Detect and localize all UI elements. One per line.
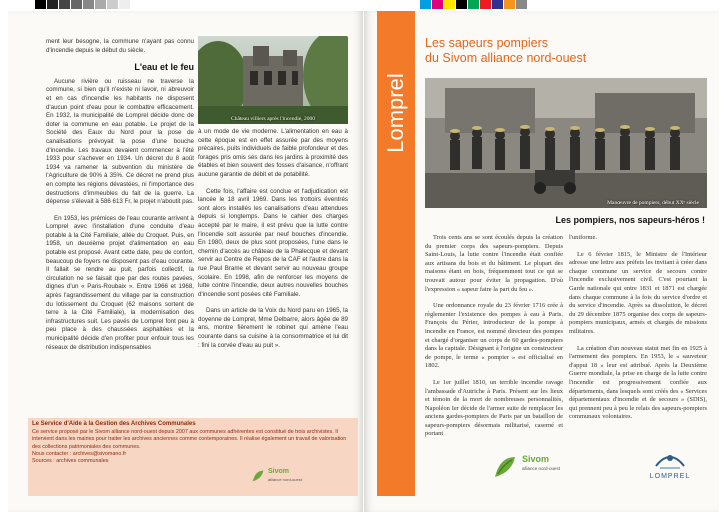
paragraph: à un mode de vie moderne. L'alimentation en eau à cette époque est en effet assurée par des moyens précaires, puits individuels de faible profondeur et des forages pris omis sés dans les jardins à proximité des étables et bien souvent des fosses d'aisance, n'offrant aucune garantie de débit et de potabilité. [198, 128, 348, 178]
sivom-logo-left [250, 466, 300, 490]
paragraph: La création d'un nouveau statut met fin en 1925 à l'armement des pompiers. En 1953, le « sauveteur d'appui 18 » leur est attribué. Après la Deuxième Guerre mondiale, la prise en charge de la lutte contre l'incendie est progressivement confiée aux départements, dans lesquels sont créés des « Services départementaux d'incendie et de secours » (SDIS), qui prennent peu à peu le relais des sapeurs-pompiers communaux volontaires. [569, 344, 707, 421]
left-column-1 [46, 38, 194, 360]
photo-caption: Château villiers après l'incendie, 2000 [231, 116, 315, 122]
print-registration-bar [35, 0, 131, 9]
paragraph: Dans un article de la Voix du Nord paru en 1965, la doyenne de Lomprel, Mme Delbarre, alors âgée de 89 ans, montre fièrement le robinet qui amène l'eau courante dans sa cuisine à la consommatrice et lui dit : fini la corvée d'eau au puit ». [198, 307, 348, 349]
main-title-line1: Les sapeurs pompiers [425, 36, 548, 50]
intro-text: ment leur besogne, la commune n'ayant pas connu d'incendie depuis le début du siècle. [46, 38, 194, 54]
info-box-sources: Sources : archives communales [32, 458, 109, 465]
paragraph: Trois cents ans se sont écoulés depuis la création du premier corps des sapeurs-pompiers. Depuis Saint-Louis, la lutte contre l'incendie était confiée aux artisans du bois et du bâtiment. Le plupart des maisons étant en bois, fréquemment tout ce qui se trouvait autour pour éviter la propagation. D'où l'expression « sapeur faire la part du feu ». [425, 234, 563, 293]
chateau-photo [198, 36, 348, 124]
firefighters-photo [425, 78, 707, 208]
sivom-logo-sub: alliance nord-ouest [522, 466, 561, 471]
paragraph: Le 1er juillet 1810, un terrible incendie ravage l'ambassade d'Autriche à Paris. Présent sur les lieux et témoin de la mort de nombreuses personnalités, Napoléon Ier décide de l'armer suite de remplacer les anciens gardes-pompiers de Paris par un bataillon de sapeurs-pompiers désormais militarisé, caserné et portant [425, 378, 563, 438]
info-box-title: Le Service d'Aide à la Gestion des Archives Communales [32, 421, 196, 427]
main-title-line2: du Sivom alliance nord-ouest [425, 51, 587, 65]
lomprel-logo [640, 446, 700, 486]
sivom-logo [490, 448, 560, 488]
info-box-text: Ce service proposé par le Sivom alliance nord-ouest depuis 2007 aux communes adhérentes est constitué de trois archivistes. Il intervient dans les mairies pour traiter les archives anciennes comme contemporaines. Il réalise également un travail de valorisation des collections patrimoniales des communes. [32, 429, 347, 450]
lomprel-crest-icon [650, 446, 690, 472]
main-title [425, 36, 705, 66]
print-color-bar [420, 0, 528, 9]
vertical-commune-title [377, 20, 415, 205]
firefighters-heading: Les pompiers, nos sapeurs-héros ! [555, 215, 705, 225]
sivom-logo-sub: alliance nord-ouest [268, 477, 302, 482]
info-box-contact: Nous contacter : archives@sivomano.fr [32, 450, 127, 457]
sivom-logo-name: Sivom [522, 454, 550, 464]
right-column-2 [569, 234, 707, 430]
sivom-logo-name: Sivom [268, 468, 290, 475]
sivom-leaf-icon [490, 452, 520, 482]
commune-name: Lomprel [383, 72, 408, 153]
paragraph: Aucune rivière ou ruisseau ne traverse la commune, si bien qu'il n'existe ni lavoir, ni abreuvoir et en cas d'incendie les habitants ne disposent d'aucun point d'eau pour le combattre efficacement. En 1932, la municipalité de Lomprel décide donc de doter la commune en eau potable. Le projet de la Société des Eaux du Nord pour la pose de canalisations prévoyait la pose d'une bouche d'incendie. Les travaux devaient commencer à l'été 1933 pour s'achever en 1934. Un décret du 8 août 1934 va ramener la subvention du ministère de l'Agriculture de 90% à 35%. Ce décret ne prend plus en compte les régions dévastées, ni l'importance des destructions d'immeubles du fait de la guerre. La dépense s'élevait à 586 613 Fr, le projet n'aboutit pas. [46, 77, 194, 206]
firefighters-image [425, 78, 707, 208]
paragraph: l'uniforme. [569, 234, 597, 241]
paragraph: Cette fois, l'affaire est conclue et l'adjudication est lancée le 18 avril 1969. Dans les trottoirs éventrés sont alors installés les canalisations d'eau attendues depuis si longtemps. Dans le cahier des charges accepté par le maire, il est prévu que la lutte contre l'incendie soit assurée par neuf bouches d'incendie. En 1980, deux de plus sont proposées, l'une dans le chemin d'accès au château de la Phalecque et devant servir au Centre de Repos de la CAF et l'autre dans la rue Paul Brame et devant servir au nouveau groupe scolaire. En 1998, afin de renforcer les moyens de lutte contre l'incendie, deux autres nouvelles bouches d'incendie sont posées cité Familiale. [198, 187, 348, 298]
section-title: L'eau et le feu [134, 62, 194, 73]
right-column-1 [425, 234, 563, 447]
chateau-ruin-image [198, 36, 348, 124]
paragraph: En 1953, les prémices de l'eau courante arrivent à Lomprel avec l'installation d'une conduite d'eau potable à la Cité Familiale, allée du Croquet. Puis, en 1958, un deuxième projet d'alimentation en eau potable est proposé. Avant cette date, peu de confort, beaucoup de foyers ne disposent pas d'eau courante. Il fallait se rendre au puit, parfois collectif, la circulation ne se faisait que par des routes pavées, dignes d'un « Paris-Roubaix ». Entre 1966 et 1968, après l'agrandissement du village par la construction du lotissement du Croquet (62 maisons sortent de terre à la Cité Familiale), la modernisation des infrastructures suit. Les pavés de Lomprel font peu à peu place à des chaussées asphaltées et la municipalité décide d'en profiter pour enfouir tous les réseaux de distribution indispensables [46, 214, 194, 351]
sivom-leaf-icon [250, 468, 266, 484]
lomprel-logo-name: LOMPREL [649, 473, 691, 480]
archives-service-box [28, 418, 358, 496]
photo-caption: Manœuvre de pompiers, début XXᵉ siècle [607, 200, 699, 206]
left-column-2 [198, 128, 348, 358]
paragraph: Une ordonnance royale du 23 février 1716 crée à règlementer l'existence des pompes à eau à Paris. François du Périer, introducteur de la pompe à incendie en France, est nommé directeur des pompes et chargé d'organiser un corps de 60 gardes-pompiers dans la capitale. Désignant à l'origine un constructeur de pompe, le terme « pompier » est officialisé en 1802. [425, 302, 563, 370]
paragraph: Le 6 février 1815, le Ministre de l'Intérieur adresse une lettre aux préfets les invitant à créer dans chaque commune un service de secours contre l'incendie exclusivement civil. C'est pourtant la Garde nationale qui entre 1831 et 1871 est chargée dans chaque commune à la fois du service d'ordre et du service d'incendie. Après sa dissolution, le décret du 29 décembre 1875 organise des corps de sapeurs-pompiers municipaux, armés et chargés de missions militaires. [569, 250, 707, 335]
